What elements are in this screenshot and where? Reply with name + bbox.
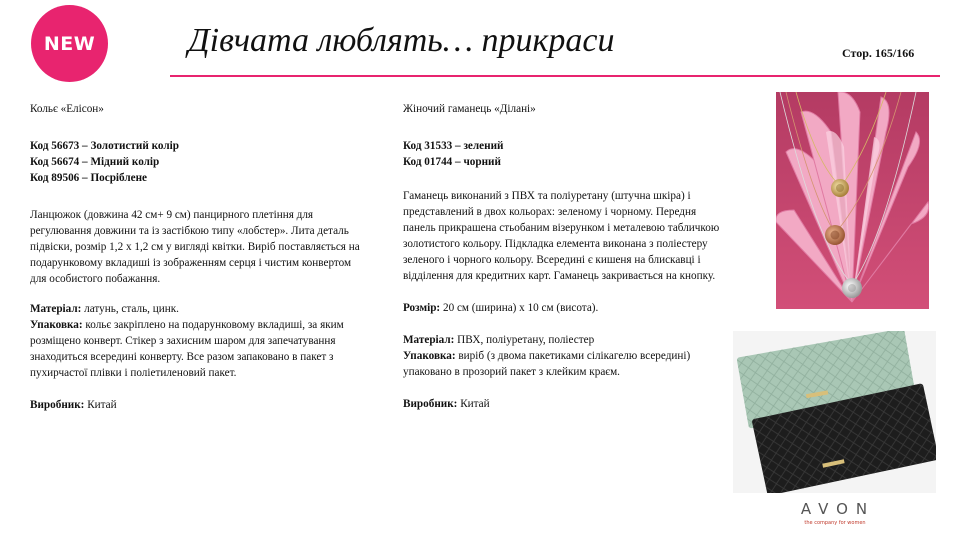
wallet-material [403,332,731,348]
wallet-heading: Жіночий гаманець «Ділані» [403,103,536,115]
page-number: Стор. 165/166 [842,46,915,60]
necklace-code-1: Код 56673 – Золотистий колір [30,140,179,152]
necklace-packaging-label: Упаковка: [30,319,83,331]
necklace-maker-value: Китай [87,399,117,411]
wallet-size-label: Розмір: [403,302,441,314]
necklace-description: Ланцюжок (довжина 42 см+ 9 см) панцирного плетіння для регулювання довжини та із застібкою типу «лобстер». Лита деталь підвіски, розмір 1,2 х 1,2 см у вигляді квітки. Виріб поставляється на подарунковому вкладиші із зображенням серця і чистим конвертом для особистого побажання. [30,209,360,285]
wallet-maker [403,396,731,412]
gold-pendant [831,179,849,197]
avon-logo [788,500,882,532]
necklace-material-value: латунь, сталь, цинк. [84,303,179,315]
avon-logo-tagline: the company for women [804,520,866,526]
wallet-description: Гаманець виконаний з ПВХ та поліуретану (штучна шкіра) і представлений в двох кольорах: зеленому і чорному. Передня панель прикрашена стьобаним візерунком і металевою табличкою золотистого кольору. Підкладка елемента виконана з поліестеру зеленого і чорного кольору. Всередині є кишеня на блискавці і відділення для кредитних карт. Гаманець закривається на кнопку. [403,190,720,282]
necklace-packaging-value: кольє закріплено на подарунковому вкладиші, за яким розміщено конверт. Стікер з захисним шаром для запечатування знаходиться всередині конверту. Все разом запаковано в пакет з пухирчастої плівки і поліетиленовий пакет. [30,319,344,379]
wallet-size-value: 20 см (ширина) х 10 см (висота). [442,302,599,314]
wallet-maker-label: Виробник: [403,398,458,410]
necklace-material [30,301,370,317]
wallet-packaging-value: виріб (з двома пакетиками сілікагелю всередині) упаковано в прозорий пакет з клейким краєм. [403,350,691,378]
wallets-photo [733,331,936,493]
wallet-code-2: Код 01744 – чорний [403,156,501,168]
wallet-size [403,300,731,316]
necklace-heading: Кольє «Елісон» [30,103,104,115]
avon-logo-word: AVON [800,500,876,518]
necklace-maker-label: Виробник: [30,399,85,411]
title-underline [170,75,940,77]
wallet-maker-value: Китай [460,398,490,410]
necklace-maker [30,397,370,413]
copper-pendant [825,225,845,245]
wallet-material-value: ПВХ, поліуретану, поліестер [457,334,595,346]
necklace-packaging [30,317,370,381]
wallet-packaging-label: Упаковка: [403,350,456,362]
new-badge [31,5,108,82]
necklace-code-3: Код 89506 – Посріблене [30,172,147,184]
silver-pendant [842,278,862,298]
wallet-packaging [403,348,731,380]
wallet-material-label: Матеріал: [403,334,455,346]
necklace-material-label: Матеріал: [30,303,82,315]
new-badge-label: NEW [43,32,96,55]
page-title: Дівчата люблять… прикраси [188,22,615,59]
wallet-code-1: Код 31533 – зелений [403,140,504,152]
wallet-section [403,101,731,412]
necklace-section [30,101,370,413]
necklace-code-2: Код 56674 – Мідний колір [30,156,160,168]
necklaces-photo [776,92,929,309]
